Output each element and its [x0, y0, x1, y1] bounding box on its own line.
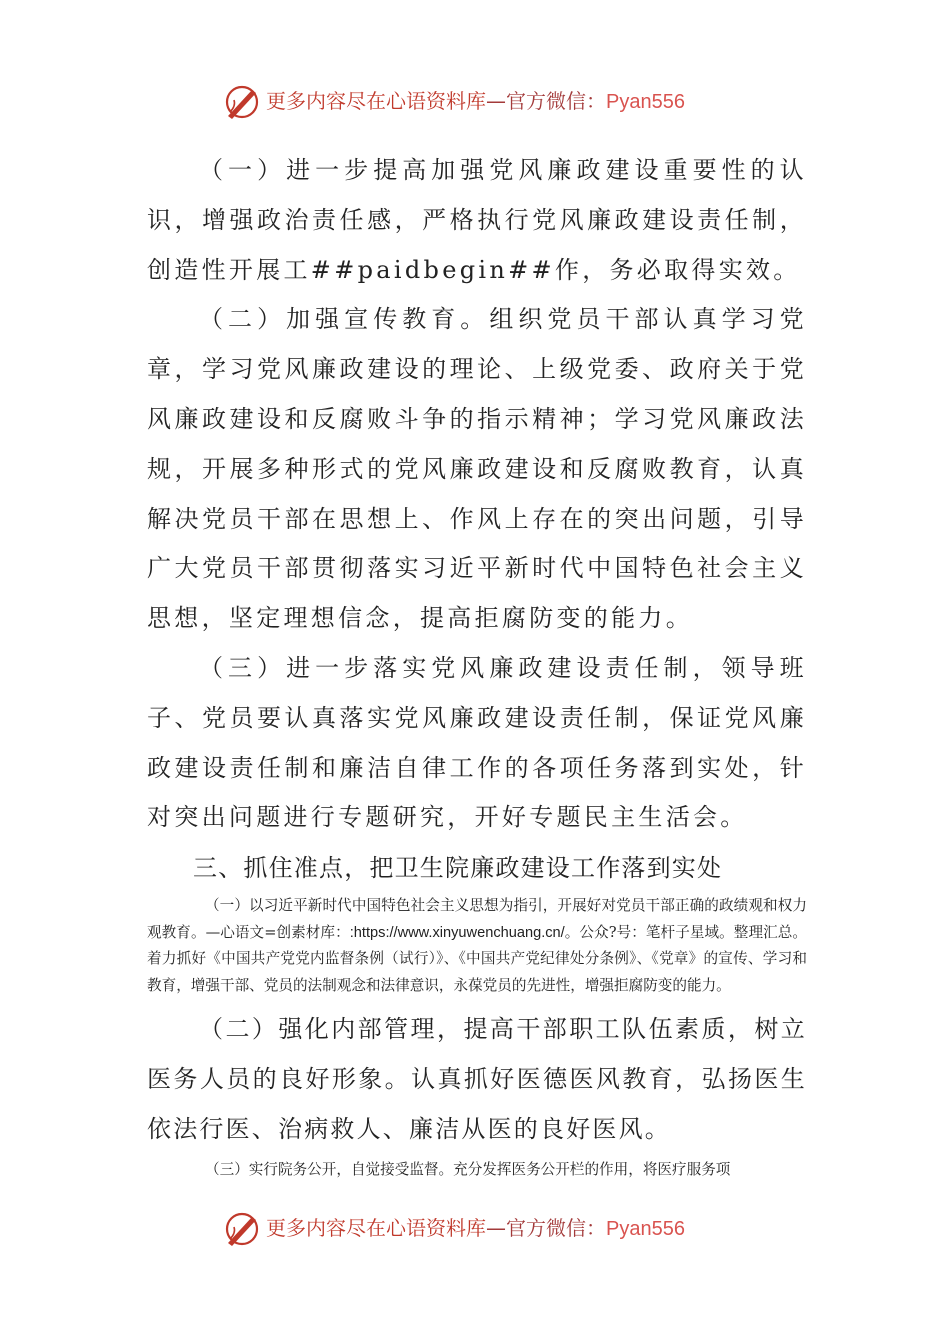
banner-wechat-label: —官方微信：	[486, 89, 606, 113]
banner-wechat-id: Pyan556	[606, 1218, 685, 1240]
footer-banner	[0, 1205, 950, 1253]
banner-main-text: 更多内容尽在心语资料库	[266, 1216, 486, 1240]
header-banner	[0, 78, 950, 126]
paragraph-4: （二）强化内部管理，提高干部职工队伍素质，树立医务人员的良好形象。认真抓好医德医风教育，弘扬医生依法行医、治病救人、廉洁从医的良好医风。	[147, 1015, 807, 1143]
section-heading: 三、抓住准点，把卫生院廉政建设工作落到实处	[193, 854, 723, 883]
paragraph-2: （二）加强宣传教育。组织党员干部认真学习党章，学习党风廉政建设的理论、上级党委、政府关于党风廉政建设和反腐败斗争的指示精神；学习党风廉政法规，开展多种形式的党风廉政建设和反腐败教育，认真解决党员干部在思想上、作风上存在的突出问题，引导广大党员干部贯彻落实习近平新时代中国特色社会主义思想，坚定理想信念，提高拒腐防变的能力。	[147, 305, 807, 633]
paragraph-1: （一）进一步提高加强党风廉政建设重要性的认识，增强政治责任感，严格执行党风廉政建设责任制，创造性开展工##paidbegin##作，务必取得实效。	[147, 156, 807, 284]
small-paragraph-2: （三）实行院务公开，自觉接受监督。充分发挥医务公开栏的作用，将医疗服务项	[205, 1160, 731, 1178]
small-paragraph-1-text-a: （一）以习近平新时代中国特色社会主义思想为指引，开展好对党员干部正确的政绩观和权力观教育。—心语文=创素材库：	[147, 897, 807, 941]
banner-wechat-id: Pyan556	[606, 91, 685, 113]
paragraph-3: （三）进一步落实党风廉政建设责任制，领导班子、党员要认真落实党风廉政建设责任制，保证党风廉政建设责任制和廉洁自律工作的各项任务落到实处，针对突出问题进行专题研究，开好专题民主生活会。	[147, 653, 807, 832]
pen-logo-icon	[222, 82, 262, 122]
banner-text	[266, 88, 685, 115]
banner-main-text: 更多内容尽在心语资料库	[266, 89, 486, 113]
small-paragraph-1	[147, 893, 807, 999]
source-url: :https://www.xinyuwenchuang.cn/	[349, 924, 565, 941]
banner-wechat-label: —官方微信：	[486, 1216, 606, 1240]
small-paragraph-1-text-b: 。公众?号：笔杆子星域。整理汇总。着力抓好《中国共产党党内监督条例（试行）》、《中国共产党纪律处分条例》、《党章》的宣传、学习和教育，增强干部、党员的法制观念和法律意识，永葆党员的先进性，增强拒腐防变的能力。	[147, 923, 808, 994]
pen-logo-icon	[222, 1209, 262, 1249]
banner-text	[266, 1215, 685, 1242]
document-body	[147, 146, 807, 1183]
